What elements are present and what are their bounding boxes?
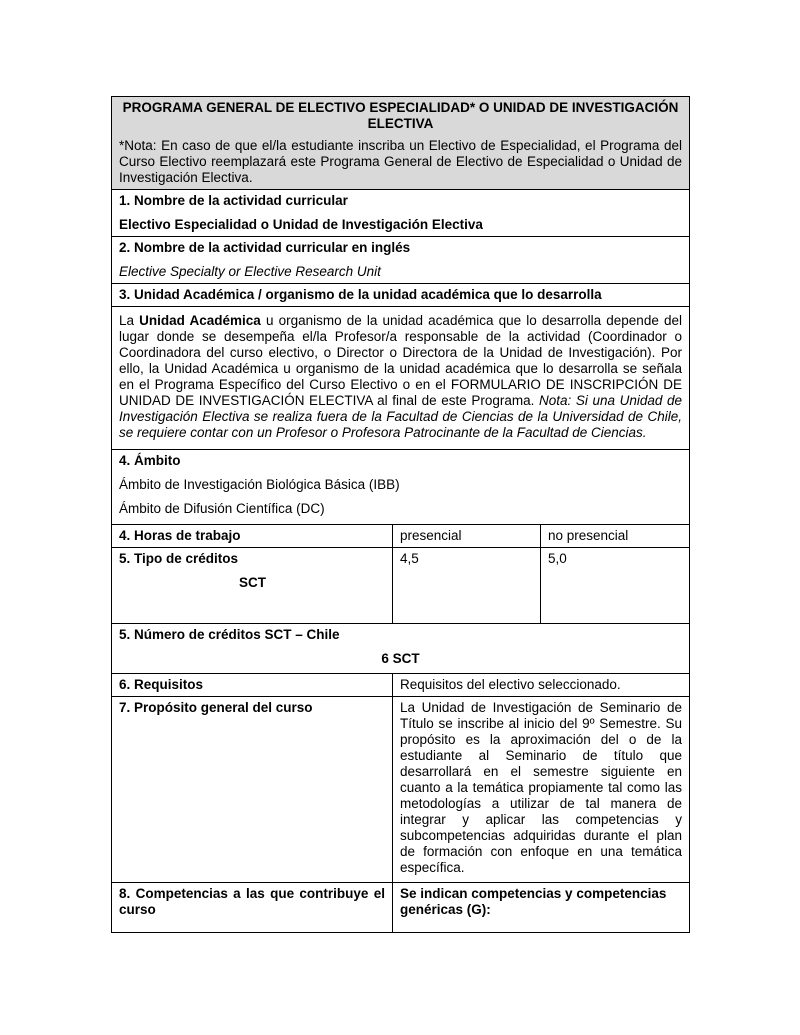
section-7-row bbox=[112, 697, 690, 883]
section-6-row bbox=[112, 674, 690, 697]
section-1-value: Electivo Especialidad o Unidad de Investigación Electiva bbox=[119, 217, 483, 232]
section-5-credits-number-label: 5. Número de créditos SCT – Chile bbox=[119, 627, 340, 642]
header-cell bbox=[112, 97, 690, 190]
section-4-hours-row bbox=[112, 525, 690, 548]
ambito-item: Ámbito de Difusión Científica (DC) bbox=[119, 501, 325, 516]
section-7-value: La Unidad de Investigación de Seminario de Título se inscribe al inicio del 9º Semestre. Su propósito es la aproximación del o de la estudiante al Seminario de título que desarrollará en el semestre siguiente en cuanto a la temática propiamente tal como las metodologías a utilizar de tal manera de integrar y aplicar las competencias y subcompetencias adquiridas durante el plan de formación con enfoque en una temática específica. bbox=[393, 697, 690, 883]
section-2-value: Elective Specialty or Elective Research Unit bbox=[119, 264, 381, 279]
section-3-body-row bbox=[112, 307, 690, 450]
hours-col-no-presencial: no presencial bbox=[541, 525, 690, 548]
section-3-label: 3. Unidad Académica / organismo de la unidad académica que lo desarrolla bbox=[112, 284, 690, 307]
program-table bbox=[111, 96, 690, 933]
section-8-value: Se indican competencias y competencias genéricas (G): bbox=[393, 883, 690, 933]
ambito-item: Ámbito de Investigación Biológica Básica (IBB) bbox=[119, 477, 400, 492]
header-note: *Nota: En caso de que el/la estudiante inscriba un Electivo de Especialidad, el Programa del Curso Electivo reemplazará este Programa General de Electivo de Especialidad o Unidad de Investigación Electiva. bbox=[119, 138, 682, 185]
hours-col-presencial: presencial bbox=[393, 525, 541, 548]
section-5-credits-number-cell bbox=[112, 624, 690, 674]
section-2-cell bbox=[112, 237, 690, 284]
header-row bbox=[112, 97, 690, 190]
credits-value-presencial: 4,5 bbox=[393, 548, 541, 624]
section-5-credits-type-label: 5. Tipo de créditos bbox=[119, 551, 239, 566]
section-3-text bbox=[119, 310, 682, 446]
section-3-bold-term: Unidad Académica bbox=[139, 313, 261, 328]
section-2-row bbox=[112, 237, 690, 284]
credits-type-sub: SCT bbox=[239, 575, 266, 590]
section-3-note: Nota: Si una Unidad de Investigación Electiva se realiza fuera de la Facultad de Ciencias de la Universidad de Chile, se requiere contar con un Profesor o Profesora Patrocinante de la Facultad de Ciencias. bbox=[119, 393, 682, 440]
section-4-ambito-row bbox=[112, 450, 690, 525]
section-5-credits-number-row bbox=[112, 624, 690, 674]
section-4-ambito-cell bbox=[112, 450, 690, 525]
section-5-credits-type-row bbox=[112, 548, 690, 624]
section-1-label: 1. Nombre de la actividad curricular bbox=[119, 193, 348, 208]
section-7-label: 7. Propósito general del curso bbox=[112, 697, 393, 883]
section-2-label: 2. Nombre de la actividad curricular en inglés bbox=[119, 240, 411, 255]
section-4-ambito-label: 4. Ámbito bbox=[119, 453, 181, 468]
credits-number-value: 6 SCT bbox=[381, 651, 420, 666]
section-3-prefix: La bbox=[119, 313, 135, 328]
section-5-credits-type-cell bbox=[112, 548, 393, 624]
credits-value-no-presencial: 5,0 bbox=[541, 548, 690, 624]
section-6-value: Requisitos del electivo seleccionado. bbox=[393, 674, 690, 697]
section-1-row bbox=[112, 190, 690, 237]
program-title: PROGRAMA GENERAL DE ELECTIVO ESPECIALIDAD* O UNIDAD DE INVESTIGACIÓN ELECTIVA bbox=[122, 100, 679, 131]
section-4-hours-label: 4. Horas de trabajo bbox=[112, 525, 393, 548]
section-3-main: u organismo de la unidad académica que lo desarrolla depende del lugar donde se desempeña el/la Profesor/a responsable de la actividad (Coordinador o Coordinadora del curso electivo, o Director o Directora de la Unidad de Investigación). Por ello, la Unidad Académica u organismo de la unidad académica que lo desarrolla se señala en el Programa Específico del Curso Electivo o en el FORMULARIO DE INSCRIPCIÓN DE UNIDAD DE INVESTIGACIÓN ELECTIVA al final de este Programa. bbox=[119, 313, 682, 408]
section-8-label: 8. Competencias a las que contribuye el curso bbox=[112, 883, 393, 933]
section-3-label-row bbox=[112, 284, 690, 307]
section-6-label: 6. Requisitos bbox=[112, 674, 393, 697]
section-3-body bbox=[112, 307, 690, 450]
section-1-cell bbox=[112, 190, 690, 237]
section-8-row bbox=[112, 883, 690, 933]
